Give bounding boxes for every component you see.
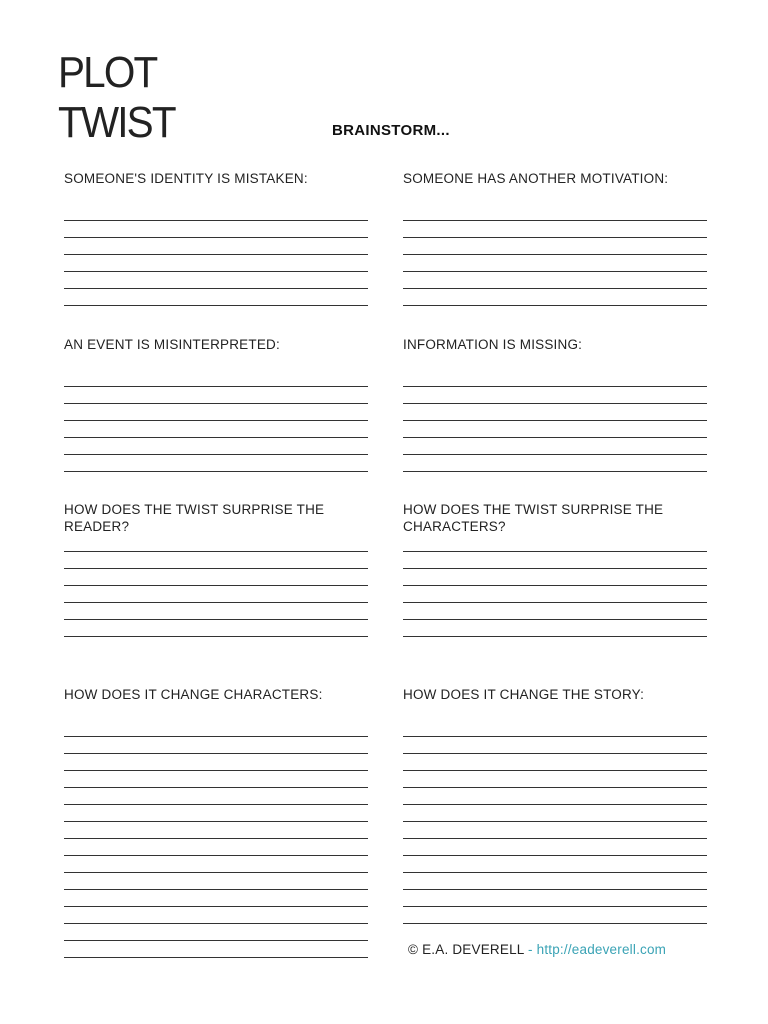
answer-line <box>64 924 368 941</box>
website-link[interactable]: http://eadeverell.com <box>536 942 667 957</box>
answer-line <box>64 856 368 873</box>
answer-line <box>64 204 368 221</box>
answer-line <box>64 620 368 637</box>
answer-line <box>64 255 368 272</box>
answer-line <box>64 272 368 289</box>
answer-line <box>403 204 707 221</box>
answer-line <box>64 873 368 890</box>
answer-line <box>64 552 368 569</box>
answer-lines <box>64 720 368 958</box>
answer-lines <box>403 720 707 924</box>
answer-line <box>403 438 707 455</box>
answer-lines <box>64 204 368 306</box>
answer-line <box>403 720 707 737</box>
answer-line <box>403 822 707 839</box>
answer-line <box>64 720 368 737</box>
footer <box>408 942 666 957</box>
answer-line <box>403 603 707 620</box>
answer-line <box>64 907 368 924</box>
answer-line <box>64 221 368 238</box>
answer-line <box>64 370 368 387</box>
answer-line <box>64 404 368 421</box>
answer-line <box>64 421 368 438</box>
answer-line <box>64 455 368 472</box>
answer-line <box>64 737 368 754</box>
answer-line <box>403 737 707 754</box>
section-another-motivation <box>403 170 707 306</box>
section-surprise-characters <box>403 501 707 637</box>
section-prompt: AN EVENT IS MISINTERPRETED: <box>64 337 280 352</box>
section-change-story <box>403 686 707 924</box>
answer-line <box>403 238 707 255</box>
answer-line <box>64 890 368 907</box>
answer-lines <box>403 535 707 637</box>
answer-line <box>403 620 707 637</box>
subtitle: BRAINSTORM... <box>332 122 450 139</box>
answer-line <box>403 370 707 387</box>
answer-lines <box>403 204 707 306</box>
answer-line <box>403 289 707 306</box>
answer-line <box>403 856 707 873</box>
answer-line <box>64 941 368 958</box>
section-identity-mistaken <box>64 170 368 306</box>
answer-line <box>403 387 707 404</box>
title-line-1: PLOT <box>58 48 157 97</box>
section-prompt: HOW DOES THE TWIST SURPRISE THE READER? <box>64 502 325 534</box>
answer-line <box>64 238 368 255</box>
answer-line <box>403 788 707 805</box>
answer-line <box>64 771 368 788</box>
answer-line <box>403 839 707 856</box>
section-prompt: HOW DOES THE TWIST SURPRISE THE CHARACTERS? <box>403 502 664 534</box>
answer-line <box>403 907 707 924</box>
answer-line <box>403 535 707 552</box>
answer-line <box>403 221 707 238</box>
copyright-text: © E.A. DEVERELL <box>408 942 524 957</box>
section-prompt: HOW DOES IT CHANGE THE STORY: <box>403 687 645 702</box>
title-line-2: TWIST <box>58 98 175 147</box>
answer-line <box>64 805 368 822</box>
answer-line <box>64 438 368 455</box>
answer-line <box>64 603 368 620</box>
answer-line <box>403 873 707 890</box>
answer-line <box>403 754 707 771</box>
answer-line <box>403 586 707 603</box>
answer-line <box>403 771 707 788</box>
section-prompt: INFORMATION IS MISSING: <box>403 337 583 352</box>
answer-line <box>64 822 368 839</box>
answer-lines <box>64 535 368 637</box>
answer-line <box>403 455 707 472</box>
answer-line <box>403 421 707 438</box>
answer-line <box>64 289 368 306</box>
answer-line <box>64 586 368 603</box>
answer-line <box>64 754 368 771</box>
answer-line <box>64 839 368 856</box>
answer-line <box>403 890 707 907</box>
section-prompt: SOMEONE HAS ANOTHER MOTIVATION: <box>403 171 669 186</box>
section-prompt: HOW DOES IT CHANGE CHARACTERS: <box>64 687 323 702</box>
answer-line <box>403 552 707 569</box>
section-change-characters <box>64 686 368 958</box>
section-prompt: SOMEONE'S IDENTITY IS MISTAKEN: <box>64 171 308 186</box>
answer-lines <box>403 370 707 472</box>
answer-line <box>403 404 707 421</box>
answer-line <box>403 255 707 272</box>
answer-line <box>403 272 707 289</box>
section-information-missing <box>403 336 707 472</box>
answer-line <box>64 569 368 586</box>
answer-line <box>403 569 707 586</box>
section-surprise-reader <box>64 501 368 637</box>
footer-separator: - <box>524 942 537 957</box>
answer-line <box>64 788 368 805</box>
page-title <box>58 48 175 148</box>
answer-line <box>64 387 368 404</box>
answer-line <box>403 805 707 822</box>
answer-lines <box>64 370 368 472</box>
answer-line <box>64 535 368 552</box>
section-event-misinterpreted <box>64 336 368 472</box>
